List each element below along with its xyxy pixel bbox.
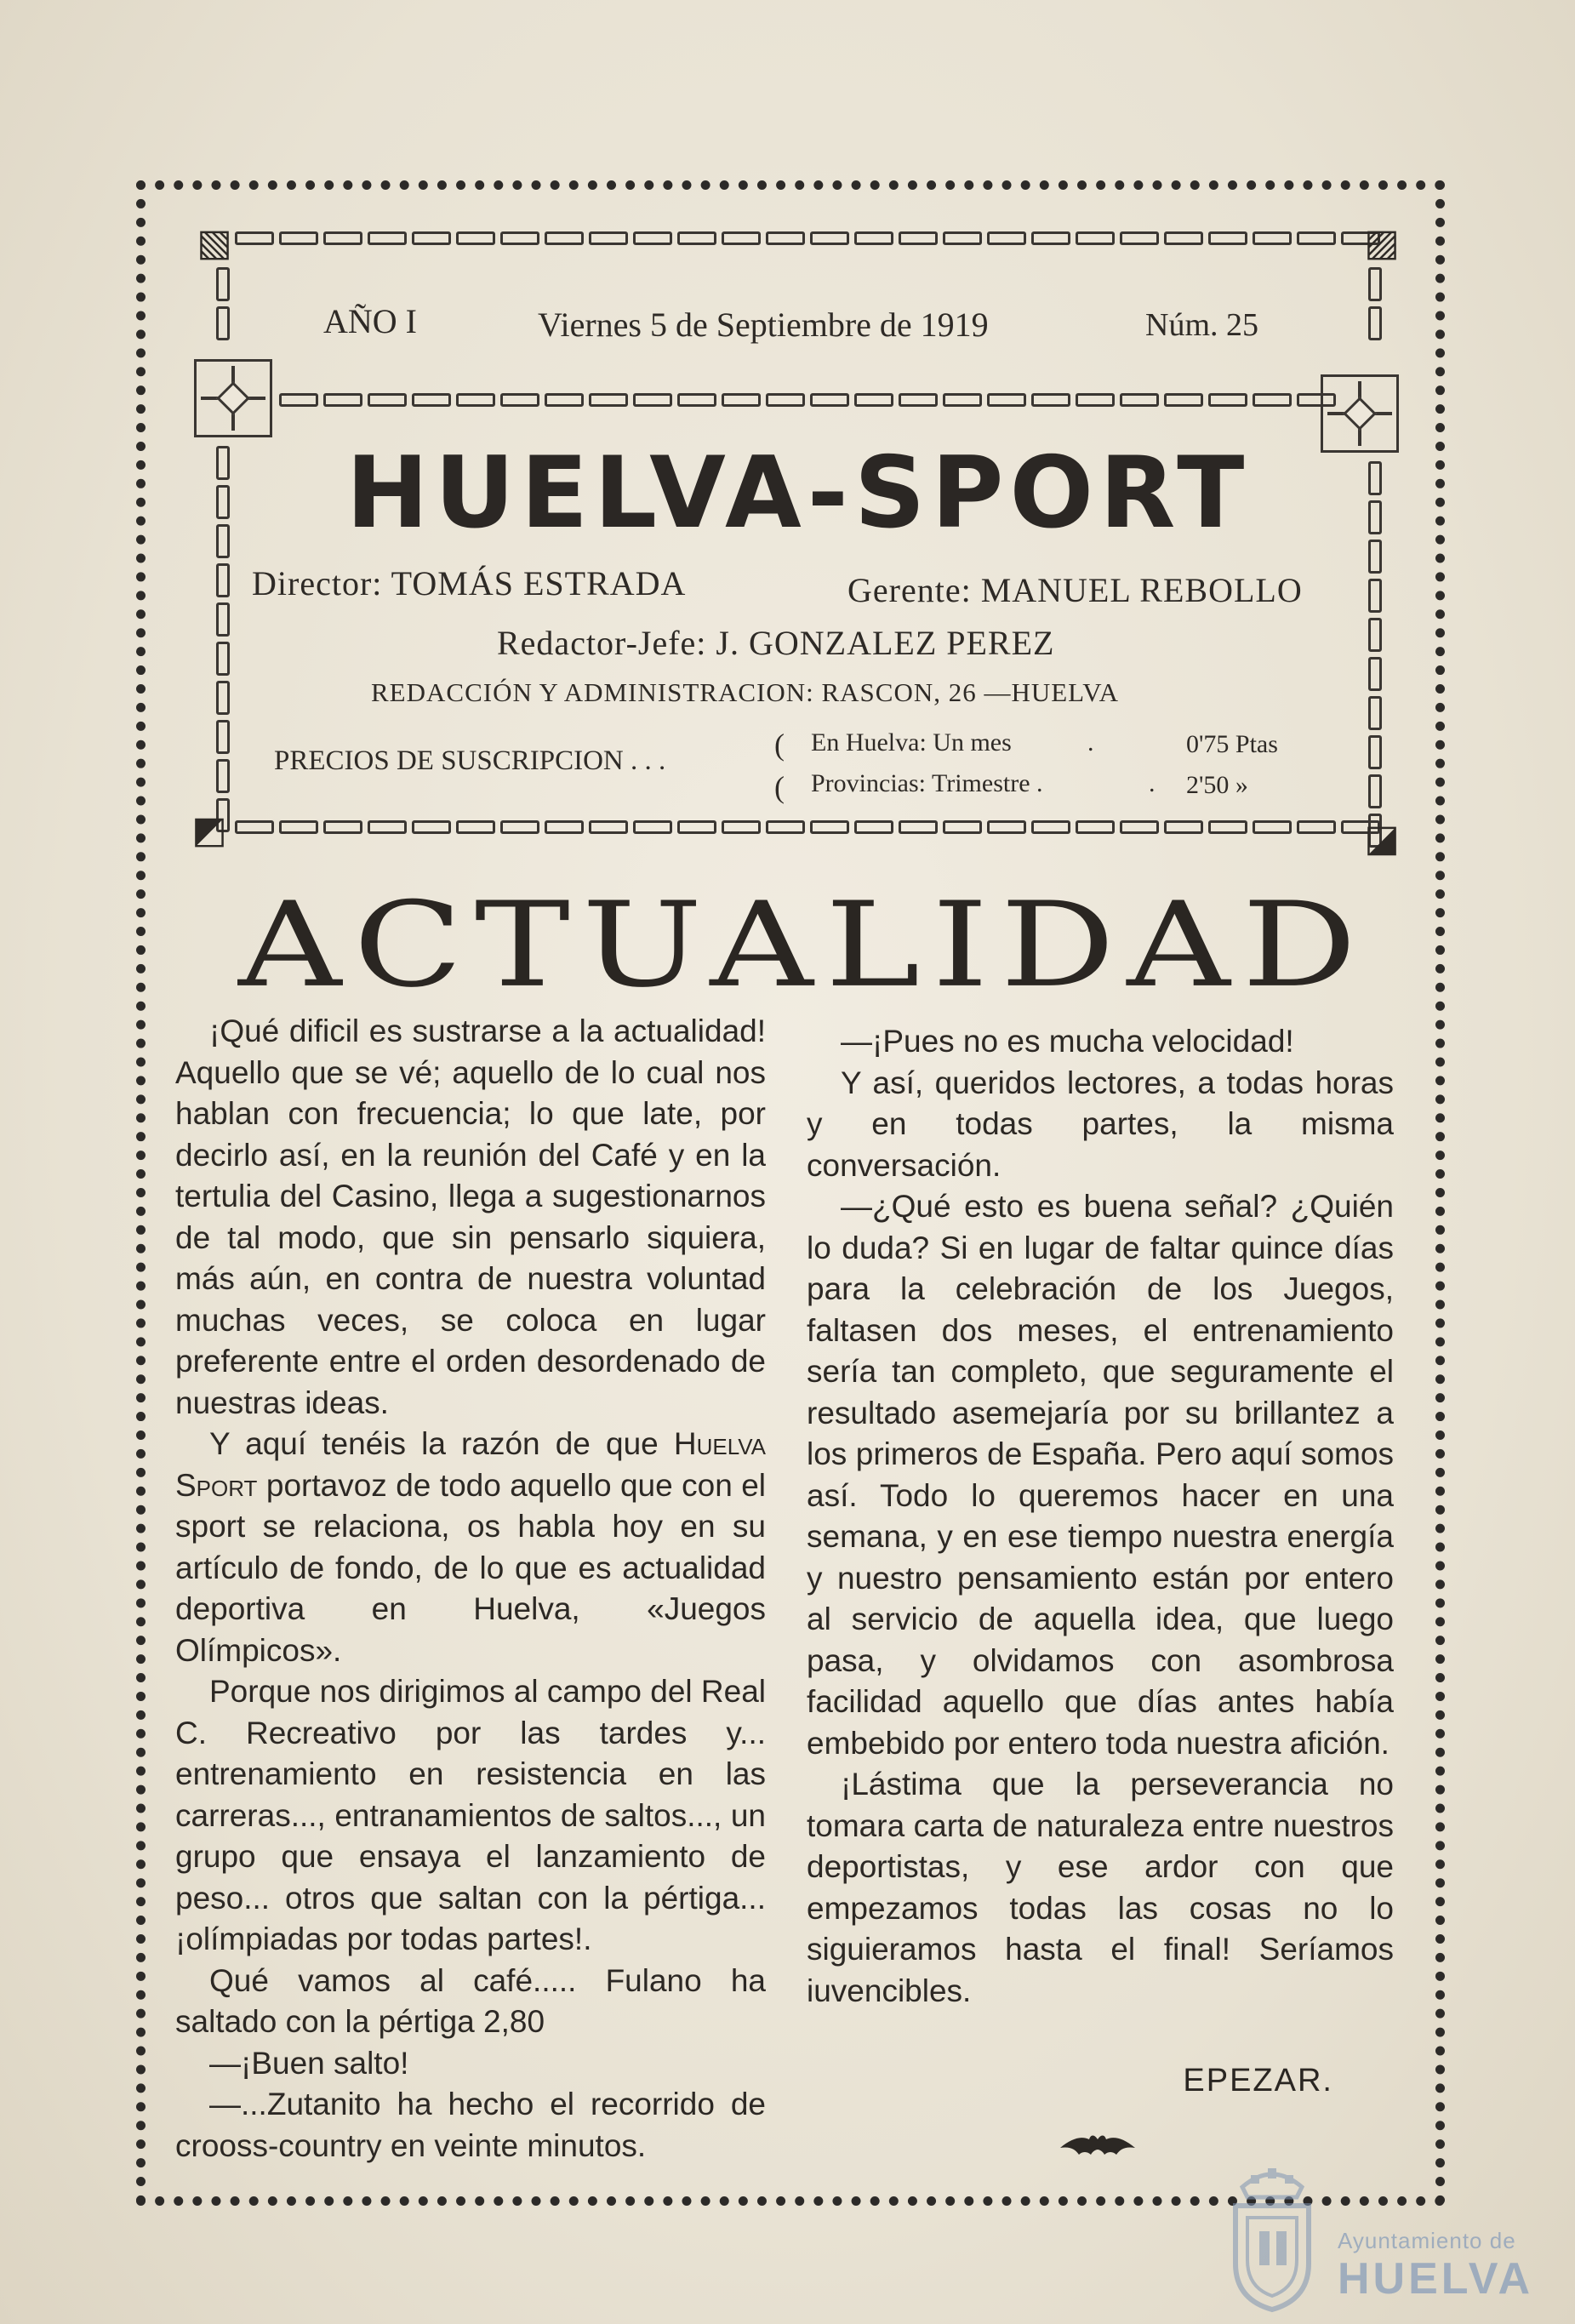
bat-ornament-icon xyxy=(1057,2129,1138,2163)
address-line: REDACCIÓN Y ADMINISTRACION: RASCON, 26 —HUELVA xyxy=(371,677,1120,707)
manager-line: Gerente: MANUEL REBOLLO xyxy=(847,571,1303,609)
price-row-huelva-place: En Huelva: Un mes xyxy=(811,728,1012,757)
paragraph: Porque nos dirigimos al campo del Real C. Recreativo por las tardes y... entrenamiento en resistencia en las carreras..., entranamientos de saltos..., un grupo que ensaya el lanzamiento de peso... otros que saltan con la pértiga... ¡olímpiadas por todas partes!. xyxy=(175,1674,767,1956)
watermark-line2: HUELVA xyxy=(1338,2254,1534,2304)
subscription-label: PRECIOS DE SUSCRIPCION . . . xyxy=(274,745,666,776)
subscription-bracket: ( ( xyxy=(774,728,785,804)
price-row-provincias-dots: . xyxy=(1149,769,1156,797)
paragraph: Y así, queridos lectores, a todas horas y en todas partes, la misma conversación. xyxy=(807,1065,1394,1183)
price-row-huelva-price: 0'75 Ptas xyxy=(1186,730,1278,758)
ornament-border-middle xyxy=(279,393,1336,407)
issue-number: Núm. 25 xyxy=(1145,307,1258,343)
publication-name: Huelva Sport xyxy=(175,1426,766,1503)
ornament-corner-bottom-right: ◪ xyxy=(1364,817,1400,860)
price-row-provincias-price: 2'50 » xyxy=(1186,771,1248,799)
director-line: Director: TOMÁS ESTRADA xyxy=(252,564,687,602)
paragraph: ¡Qué dificil es sustrarse a la actualidad! Aquello que se vé; aquello de lo cual nos hablan con frecuencia; lo que late, por decirlo así, en la reunión del Café y en la tertulia del Casino, llega a sugestionarnos de tal modo, que sin pensarlo siquiera, más aún, en contra de nuestra voluntad muchas veces, se coloca en lugar preferente entre el orden desordenado de nuestras ideas. xyxy=(175,1014,766,1420)
ornament-border-right xyxy=(1368,267,1382,340)
price-row-provincias-place: Provincias: Trimestre . xyxy=(811,769,1043,797)
ornament-rosette-left xyxy=(194,359,272,437)
ornament-corner-bottom-left: ◩ xyxy=(191,808,227,852)
watermark-caption xyxy=(1338,2228,1533,2304)
masthead-title: HUELVA-SPORT xyxy=(345,436,1251,551)
article-signature: EPEZAR. xyxy=(1183,2063,1333,2098)
header-ornamental-box xyxy=(191,221,1402,861)
article-right-column xyxy=(807,1021,1394,2012)
paragraph xyxy=(175,1424,766,1671)
issue-year: AÑO I xyxy=(323,302,417,340)
ornament-corner-top-left: ▧ xyxy=(197,221,232,265)
city-coat-of-arms-watermark-icon xyxy=(1225,2153,1319,2315)
paragraph-fragment: Y aquí tenéis la razón de que xyxy=(209,1426,659,1461)
ornament-corner-top-right: ▨ xyxy=(1364,221,1400,265)
ornament-border-top xyxy=(235,231,1380,245)
paragraph: Qué vamos al café..... Fulano ha saltado con la pértiga 2,80 xyxy=(175,1962,766,2039)
article-left-column xyxy=(175,1011,766,2167)
dialogue-line: —...Zutanito ha hecho el recorrido de crooss-country en veinte minutos. xyxy=(175,2087,766,2163)
watermark-line1: Ayuntamiento de xyxy=(1338,2228,1516,2253)
ornament-border-left xyxy=(216,267,230,340)
ornament-border-bottom xyxy=(235,820,1380,834)
issue-date: Viernes 5 de Septiembre de 1919 xyxy=(538,305,989,344)
editor-in-chief-line: Redactor-Jefe: J. GONZALEZ PEREZ xyxy=(497,624,1055,662)
paragraph: —¿Qué esto es buena señal? ¿Quién lo duda? Si en lugar de faltar quince días para la celebración de los Juegos, faltasen dos meses, el entrenamiento sería tan completo, que seguramente el resultado asemejaría por su brillantez a los primeros de España. Pero aquí somos así. Todo lo queremos hacer en una semana, y en ese tiempo nuestra energía y nuestro pensamiento están por entero al servicio de aquella idea, que luego pasa, y olvidamos con asombrosa facilidad aquello que días antes había embebido por entero toda nuestra afición. xyxy=(807,1189,1394,1761)
dialogue-line: —¡Pues no es mucha velocidad! xyxy=(841,1024,1294,1059)
paragraph-fragment: portavoz de todo aquello que con el sport se relaciona, os habla hoy en su artículo de fondo, de lo que es actualidad deportiva en Huelva, «Juegos Olímpicos». xyxy=(175,1467,767,1668)
dialogue-line: —¡Buen salto! xyxy=(209,2045,409,2081)
paragraph: ¡Lástima que la perseverancia no tomara carta de naturaleza entre nuestros deportistas, y ese ardor con que empezamos todas las cosas no lo siguieramos hasta el final! Seríamos iuvencibles. xyxy=(807,1767,1394,2008)
price-row-huelva-dots: . xyxy=(1087,728,1094,757)
article-title: ACTUALIDAD xyxy=(238,876,1369,1014)
